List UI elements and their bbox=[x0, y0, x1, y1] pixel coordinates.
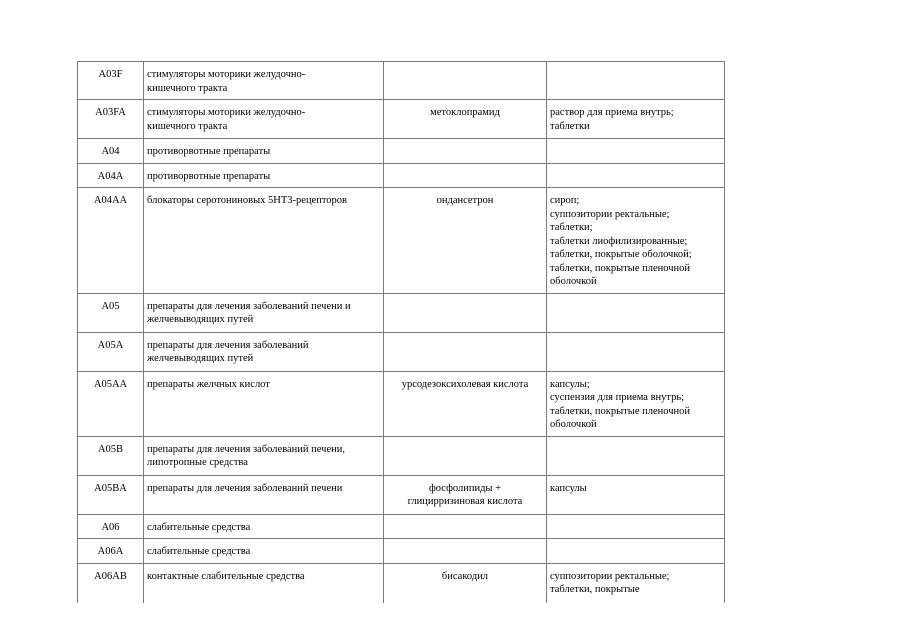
table-row bbox=[78, 100, 725, 139]
dosage-form-line: таблетки; bbox=[550, 222, 593, 233]
atc-code-cell: A05B bbox=[78, 436, 144, 475]
description-line: блокаторы серотониновых 5HT3-рецепторов bbox=[147, 195, 347, 206]
description-cell bbox=[144, 436, 384, 475]
description-cell bbox=[144, 539, 384, 564]
description-line: липотропные средства bbox=[147, 457, 248, 468]
dosage-form-line: суппозитории ректальные; bbox=[550, 570, 670, 582]
description-line: кишечного тракта bbox=[147, 82, 228, 94]
description-cell bbox=[144, 475, 384, 514]
description-line: противорвотные препараты bbox=[147, 170, 271, 182]
dosage-form-line: раствор для приема внутрь; bbox=[550, 107, 674, 118]
atc-code-cell: A06 bbox=[78, 514, 144, 539]
dosage-form-line: суспензия для приема внутрь; bbox=[550, 392, 685, 403]
dosage-form-cell bbox=[547, 475, 725, 514]
description-line: контактные слабительные средства bbox=[147, 570, 305, 582]
dosage-form-cell bbox=[547, 293, 725, 332]
table-row bbox=[78, 475, 725, 514]
inn-cell bbox=[384, 163, 547, 188]
dosage-form-cell bbox=[547, 139, 725, 164]
atc-code-cell: A05AA bbox=[78, 371, 144, 436]
atc-code-cell: A04 bbox=[78, 139, 144, 164]
dosage-form-cell bbox=[547, 371, 725, 436]
inn-line: глицирризиновая кислота bbox=[407, 496, 523, 507]
description-line: препараты для лечения заболеваний печени, bbox=[147, 443, 345, 455]
description-cell bbox=[144, 139, 384, 164]
description-line: слабительные средства bbox=[147, 546, 251, 557]
dosage-form-cell bbox=[547, 436, 725, 475]
dosage-form-line: таблетки, покрытые bbox=[550, 584, 640, 595]
atc-code-cell: A06AB bbox=[78, 563, 144, 603]
description-cell bbox=[144, 100, 384, 139]
atc-code-cell: A03F bbox=[78, 62, 144, 100]
inn-cell bbox=[384, 62, 547, 100]
description-line: желчевыводящих путей bbox=[147, 353, 254, 364]
dosage-form-line: сироп; bbox=[550, 195, 580, 206]
description-line: препараты для лечения заболеваний bbox=[147, 339, 309, 351]
description-line: стимуляторы моторики желудочно- bbox=[147, 69, 306, 80]
dosage-form-cell bbox=[547, 332, 725, 371]
description-line: стимуляторы моторики желудочно- bbox=[147, 107, 306, 118]
atc-code-cell: A03FA bbox=[78, 100, 144, 139]
atc-code-cell: A04A bbox=[78, 163, 144, 188]
inn-cell bbox=[384, 100, 547, 139]
inn-cell bbox=[384, 188, 547, 294]
table-row bbox=[78, 436, 725, 475]
inn-cell bbox=[384, 139, 547, 164]
description-cell bbox=[144, 514, 384, 539]
dosage-form-line: таблетки, покрытые пленочной bbox=[550, 405, 691, 417]
atc-code-cell: A05A bbox=[78, 332, 144, 371]
description-line: препараты желчных кислот bbox=[147, 378, 270, 390]
dosage-form-line: суппозитории ректальные; bbox=[550, 208, 670, 220]
table-body bbox=[78, 62, 725, 604]
inn-line: фосфолипиды + bbox=[428, 482, 502, 494]
table-row bbox=[78, 563, 725, 603]
description-cell bbox=[144, 563, 384, 603]
inn-cell bbox=[384, 293, 547, 332]
table-row bbox=[78, 62, 725, 100]
description-cell bbox=[144, 293, 384, 332]
table-row bbox=[78, 163, 725, 188]
inn-cell bbox=[384, 514, 547, 539]
inn-cell bbox=[384, 436, 547, 475]
dosage-form-line: капсулы bbox=[550, 482, 587, 494]
inn-line: бисакодил bbox=[441, 570, 489, 582]
dosage-form-cell bbox=[547, 188, 725, 294]
description-cell bbox=[144, 371, 384, 436]
table-row bbox=[78, 371, 725, 436]
inn-line: урсодезоксихолевая кислота bbox=[401, 378, 529, 390]
dosage-form-cell bbox=[547, 62, 725, 100]
inn-cell bbox=[384, 563, 547, 603]
atc-code-cell: A05BA bbox=[78, 475, 144, 514]
table-row bbox=[78, 293, 725, 332]
description-cell bbox=[144, 188, 384, 294]
table-row bbox=[78, 188, 725, 294]
dosage-form-cell bbox=[547, 163, 725, 188]
description-cell bbox=[144, 332, 384, 371]
dosage-form-line: таблетки, покрытые оболочкой; bbox=[550, 249, 692, 260]
atc-code-cell: A04AA bbox=[78, 188, 144, 294]
atc-code-cell: A05 bbox=[78, 293, 144, 332]
atc-code-cell: A06A bbox=[78, 539, 144, 564]
inn-cell bbox=[384, 475, 547, 514]
inn-cell bbox=[384, 332, 547, 371]
dosage-form-cell bbox=[547, 100, 725, 139]
dosage-form-line: оболочкой bbox=[550, 419, 597, 430]
description-line: препараты для лечения заболеваний печени и bbox=[147, 300, 351, 312]
inn-line: ондансетрон bbox=[436, 195, 494, 206]
description-line: противорвотные препараты bbox=[147, 146, 271, 157]
dosage-form-line: таблетки bbox=[550, 120, 590, 132]
inn-cell bbox=[384, 371, 547, 436]
inn-cell bbox=[384, 539, 547, 564]
description-line: кишечного тракта bbox=[147, 120, 228, 132]
description-line: желчевыводящих путей bbox=[147, 314, 254, 325]
description-cell bbox=[144, 62, 384, 100]
dosage-form-line: таблетки, покрытые пленочной bbox=[550, 262, 691, 274]
table-row bbox=[78, 514, 725, 539]
dosage-form-cell bbox=[547, 563, 725, 603]
description-line: слабительные средства bbox=[147, 521, 251, 533]
dosage-form-line: капсулы; bbox=[550, 378, 590, 390]
dosage-form-cell bbox=[547, 514, 725, 539]
table-row bbox=[78, 332, 725, 371]
description-cell bbox=[144, 163, 384, 188]
table-row bbox=[78, 139, 725, 164]
drug-classification-table bbox=[77, 61, 725, 603]
description-line: препараты для лечения заболеваний печени bbox=[147, 482, 343, 494]
dosage-form-line: оболочкой bbox=[550, 276, 597, 287]
table-row bbox=[78, 539, 725, 564]
inn-line: метоклопрамид bbox=[430, 107, 500, 118]
dosage-form-cell bbox=[547, 539, 725, 564]
dosage-form-line: таблетки лиофилизированные; bbox=[550, 235, 688, 247]
